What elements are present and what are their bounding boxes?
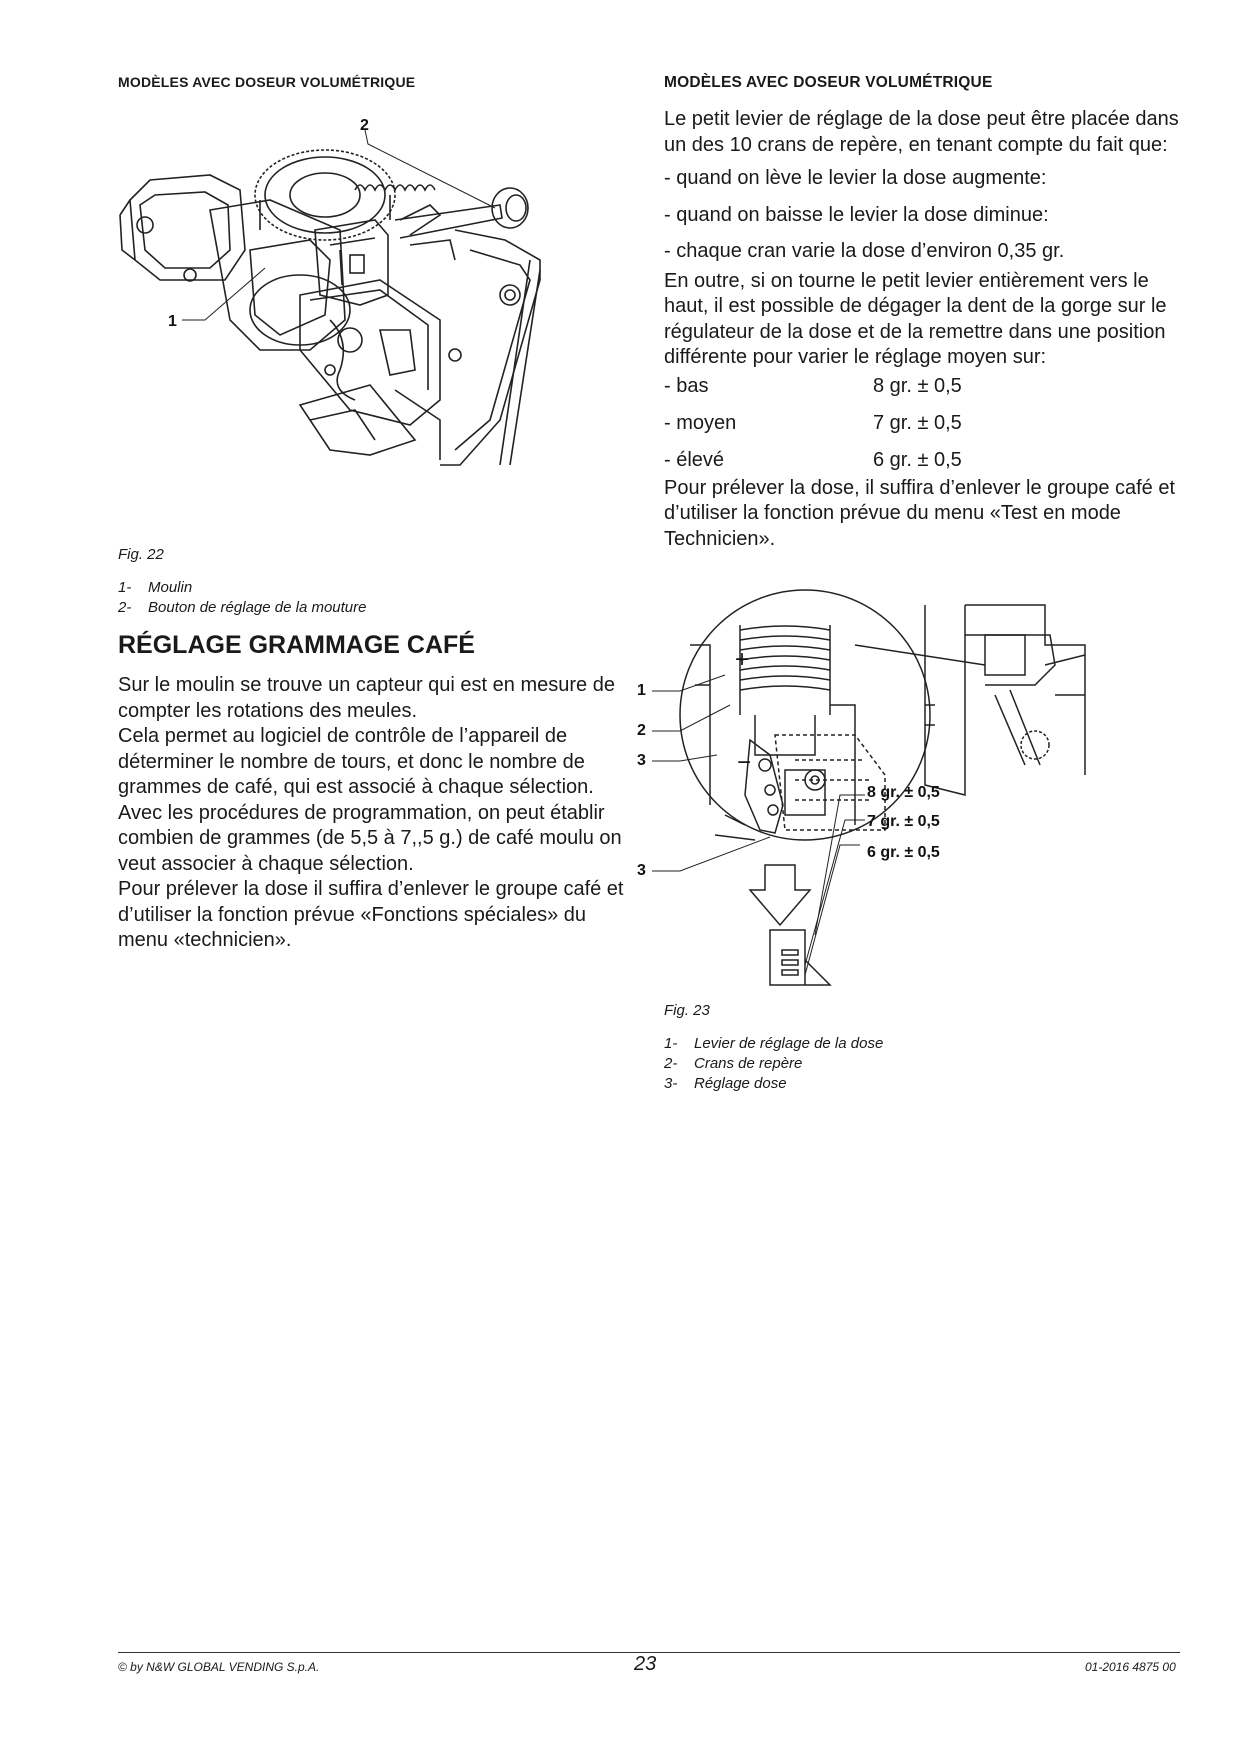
paragraph-2: En outre, si on tourne le petit levier entièrement vers le haut, il est possible de dégager la dent de la gorge sur le régulateur de la dose et de la remettre dans une position différente pour varier le réglage moyen sur: <box>664 269 1167 368</box>
footer-code: 01-2016 4875 00 <box>1085 1660 1176 1674</box>
minus-sign: − <box>737 749 752 776</box>
fig22-caption: Fig. 22 <box>118 546 164 563</box>
paragraph-3: Pour prélever la dose, il suffira d’enlever le groupe café et d’utiliser la fonction prévue du menu «Test en mode Technicien». <box>664 476 1176 550</box>
paragraph: Cela permet au logiciel de contrôle de l’appareil de déterminer le nombre de tours, et donc le nombre de grammes de café, qui est associé à chaque sélection. <box>118 725 594 798</box>
fig23-callout-1: 1 <box>637 682 646 699</box>
bullet-raise: - quand on lève le levier la dose augmente: <box>664 167 1047 189</box>
fig23-callout-3b: 3 <box>637 862 646 879</box>
legend-item: 3- Réglage dose <box>664 1075 787 1092</box>
legend-item: 2- Bouton de réglage de la mouture <box>118 599 367 616</box>
dose-label-8: 8 gr. ± 0,5 <box>867 784 940 801</box>
fig22-callout-2: 2 <box>360 117 369 134</box>
plus-sign: + <box>735 646 750 673</box>
left-header: MODÈLES AVEC DOSEUR VOLUMÉTRIQUE <box>118 74 416 90</box>
fig23-callout-2: 2 <box>637 722 646 739</box>
intro-paragraph: Le petit levier de réglage de la dose peut être placée dans un des 10 crans de repère, en tenant compte du fait que: <box>664 108 1179 156</box>
paragraph: Avec les procédures de programmation, on peut établir combien de grammes (de 5,5 à 7,,5 g.) de café moulu on veut associer à chaque sélection. <box>118 801 622 875</box>
dose-label-7: 7 gr. ± 0,5 <box>867 813 940 830</box>
fig23-dose-drawing <box>637 605 1175 995</box>
fig23-callout-3: 3 <box>637 752 646 769</box>
right-body <box>664 107 1192 552</box>
legend-item: 2- Crans de repère <box>664 1055 803 1072</box>
dose-table <box>664 373 1192 484</box>
fig22-grinder-drawing <box>110 117 630 540</box>
dose-row-moyen: - moyen 7 gr. ± 0,5 <box>664 411 962 434</box>
dose-row-eleve: - élevé 6 gr. ± 0,5 <box>664 448 962 471</box>
paragraph: Pour prélever la dose il suffira d’enlever le groupe café et d’utiliser la fonction prévue «Fonctions spéciales» du menu «technicien». <box>118 878 624 951</box>
paragraph: Sur le moulin se trouve un capteur qui est en mesure de compter les rotations des meules. <box>118 674 615 722</box>
page-number: 23 <box>634 1653 657 1675</box>
section-title: RÉGLAGE GRAMMAGE CAFÉ <box>118 631 475 659</box>
legend-item: 1- Levier de réglage de la dose <box>664 1035 884 1052</box>
bullet-step: - chaque cran varie la dose d’environ 0,35 gr. <box>664 240 1065 262</box>
footer-copyright: © by N&W GLOBAL VENDING S.p.A. <box>118 1660 320 1674</box>
legend-item: 1- Moulin <box>118 579 193 596</box>
fig22-callout-1: 1 <box>168 313 177 330</box>
fig22-legend <box>118 578 367 618</box>
right-header: MODÈLES AVEC DOSEUR VOLUMÉTRIQUE <box>664 74 993 91</box>
dose-row-bas: - bas 8 gr. ± 0,5 <box>664 374 962 397</box>
fig23-caption: Fig. 23 <box>664 1002 710 1019</box>
left-body <box>118 673 638 954</box>
fig23-legend <box>664 1034 883 1094</box>
dose-label-6: 6 gr. ± 0,5 <box>867 844 940 861</box>
bullet-lower: - quand on baisse le levier la dose diminue: <box>664 203 1049 226</box>
